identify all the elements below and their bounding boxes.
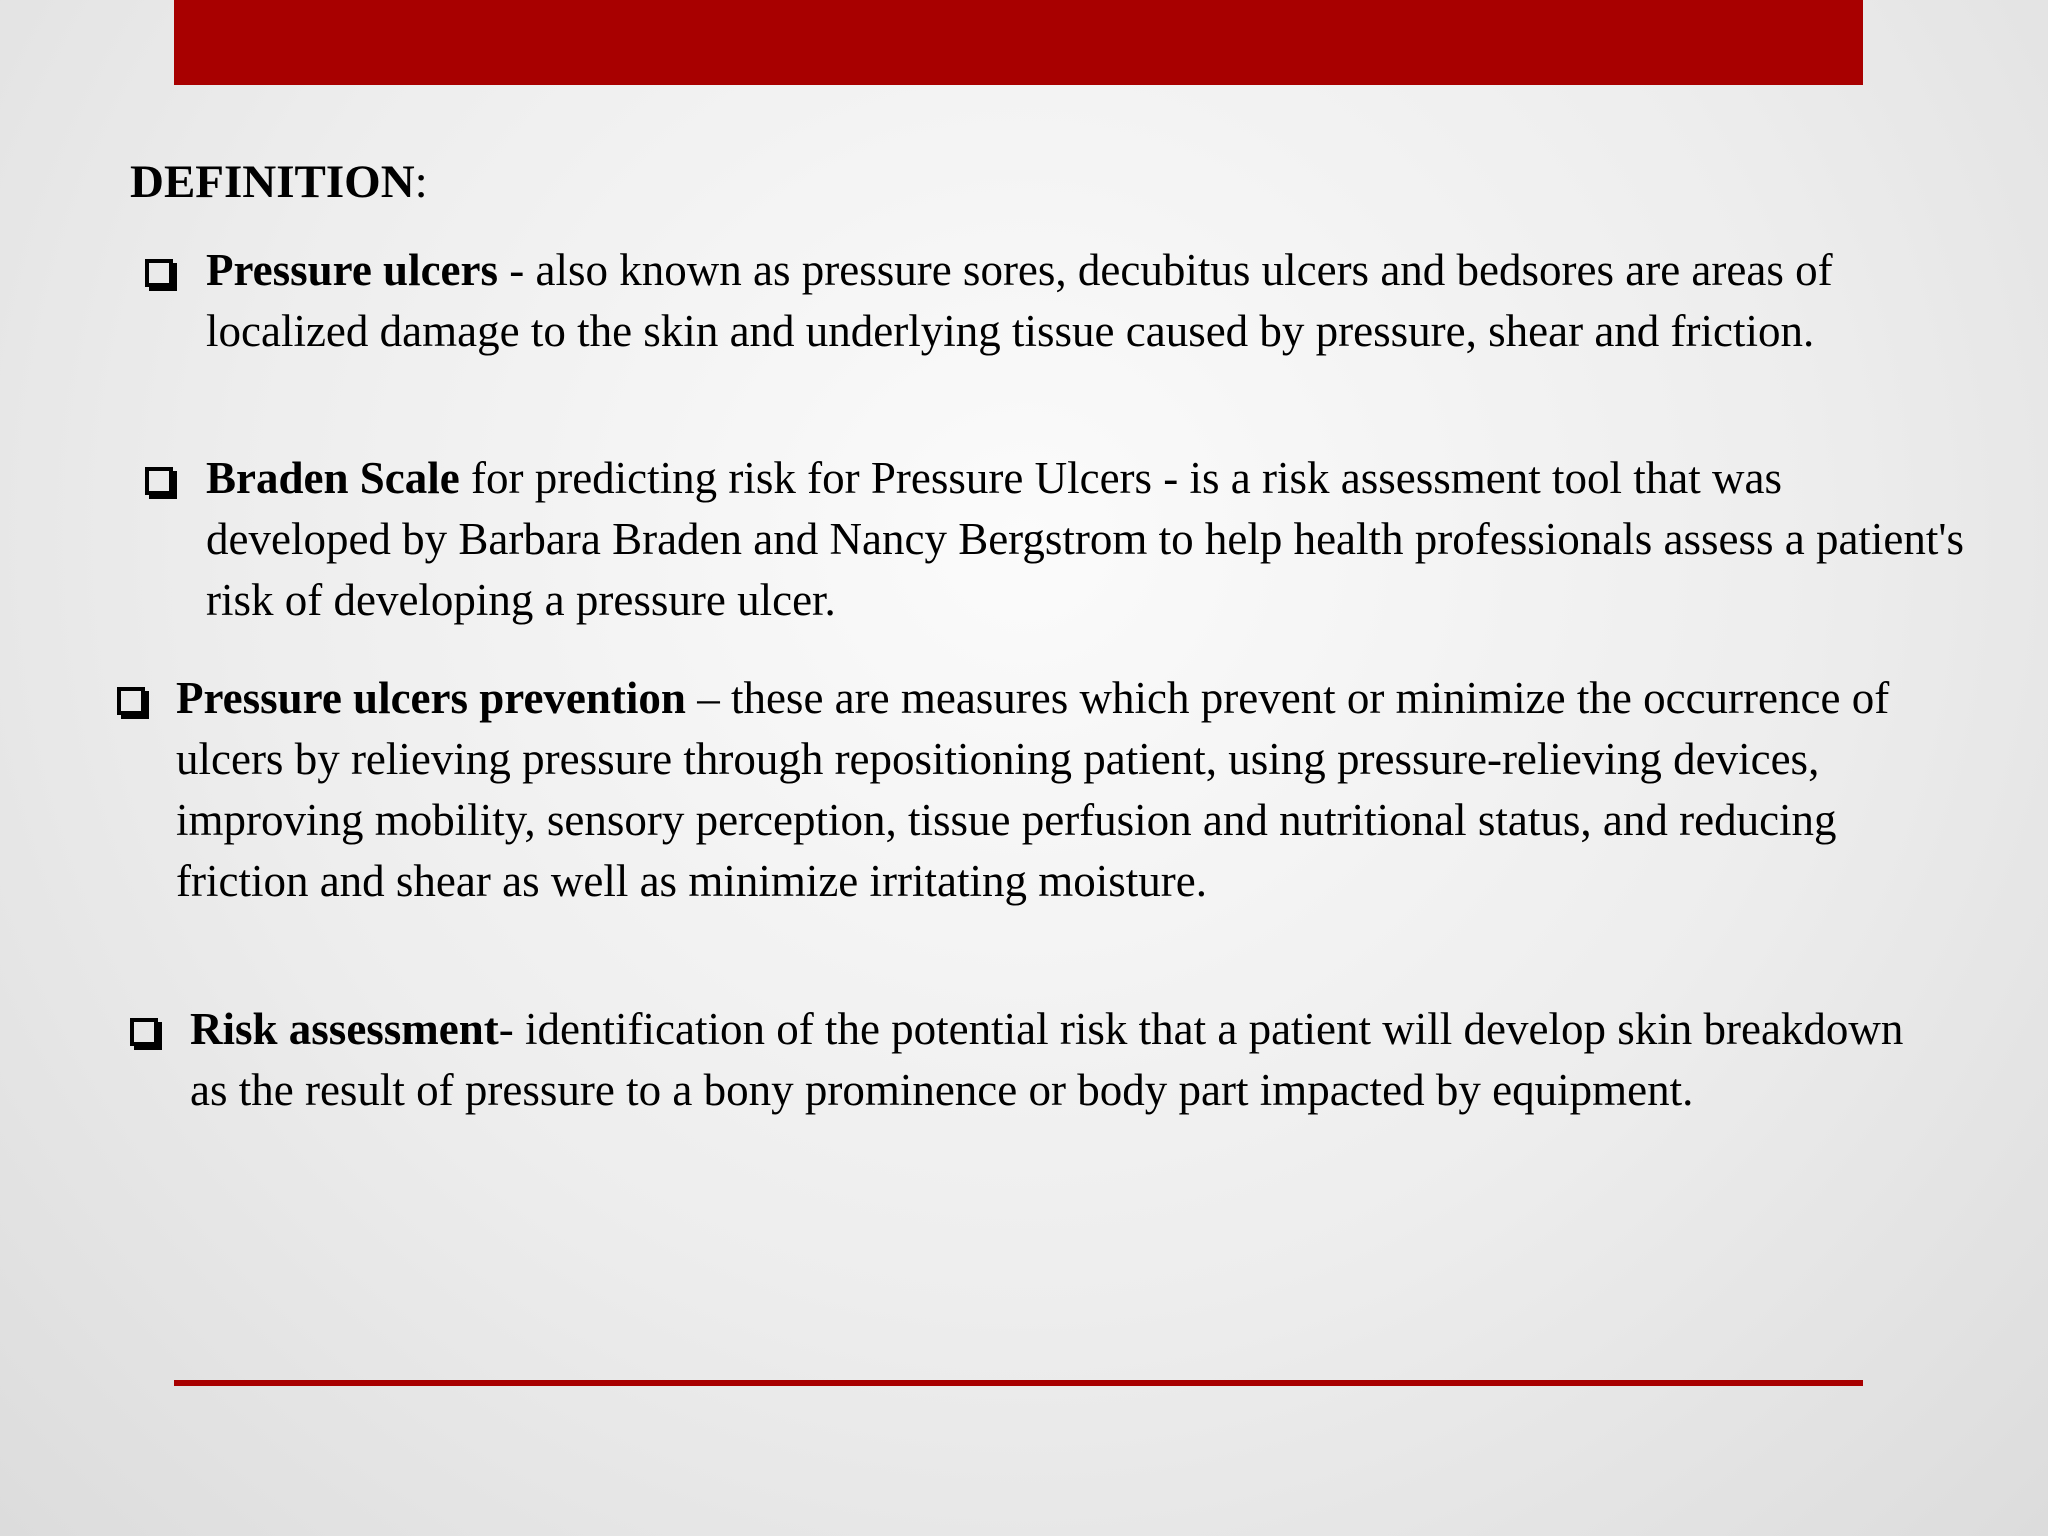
definition-item-prevention <box>176 668 1921 912</box>
checkbox-bullet-icon <box>117 687 145 715</box>
definition-heading <box>130 152 428 212</box>
item-term: Pressure ulcers prevention <box>176 673 686 723</box>
item-description: – these are measures which prevent or minimize the occurrence of ulcers by relieving pressure through repositioning patient, using pressure-relieving devices, improving mobility, sensory perception, tissue perfusion and nutritional status, and reducing friction and shear as well as minimize irritating moisture. <box>176 673 1890 906</box>
definition-item-risk-assessment <box>190 999 1930 1121</box>
checkbox-bullet-icon <box>145 259 173 287</box>
checkbox-bullet-icon <box>130 1018 158 1046</box>
item-description: for predicting risk for Pressure Ulcers - is a risk assessment tool that was developed by Barbara Braden and Nancy Bergstrom to help health professionals assess a patient's risk of developing a pressure ulcer. <box>206 453 1965 625</box>
item-description: - identification of the potential risk that a patient will develop skin breakdown as the result of pressure to a bony prominence or body part impacted by equipment. <box>190 1004 1904 1115</box>
checkbox-bullet-icon <box>145 467 173 495</box>
bottom-divider <box>174 1380 1863 1386</box>
item-term: Risk assessment <box>190 1004 499 1054</box>
item-term: Braden Scale <box>206 453 460 503</box>
item-term: Pressure ulcers <box>206 245 499 295</box>
heading-colon: : <box>414 156 428 208</box>
item-description: - also known as pressure sores, decubitus ulcers and bedsores are areas of localized damage to the skin and underlying tissue caused by pressure, shear and friction. <box>206 245 1833 356</box>
heading-term: DEFINITION <box>130 156 415 208</box>
definition-item-pressure-ulcers <box>206 240 1966 362</box>
definition-item-braden-scale <box>206 448 1966 631</box>
top-accent-bar <box>174 0 1863 85</box>
